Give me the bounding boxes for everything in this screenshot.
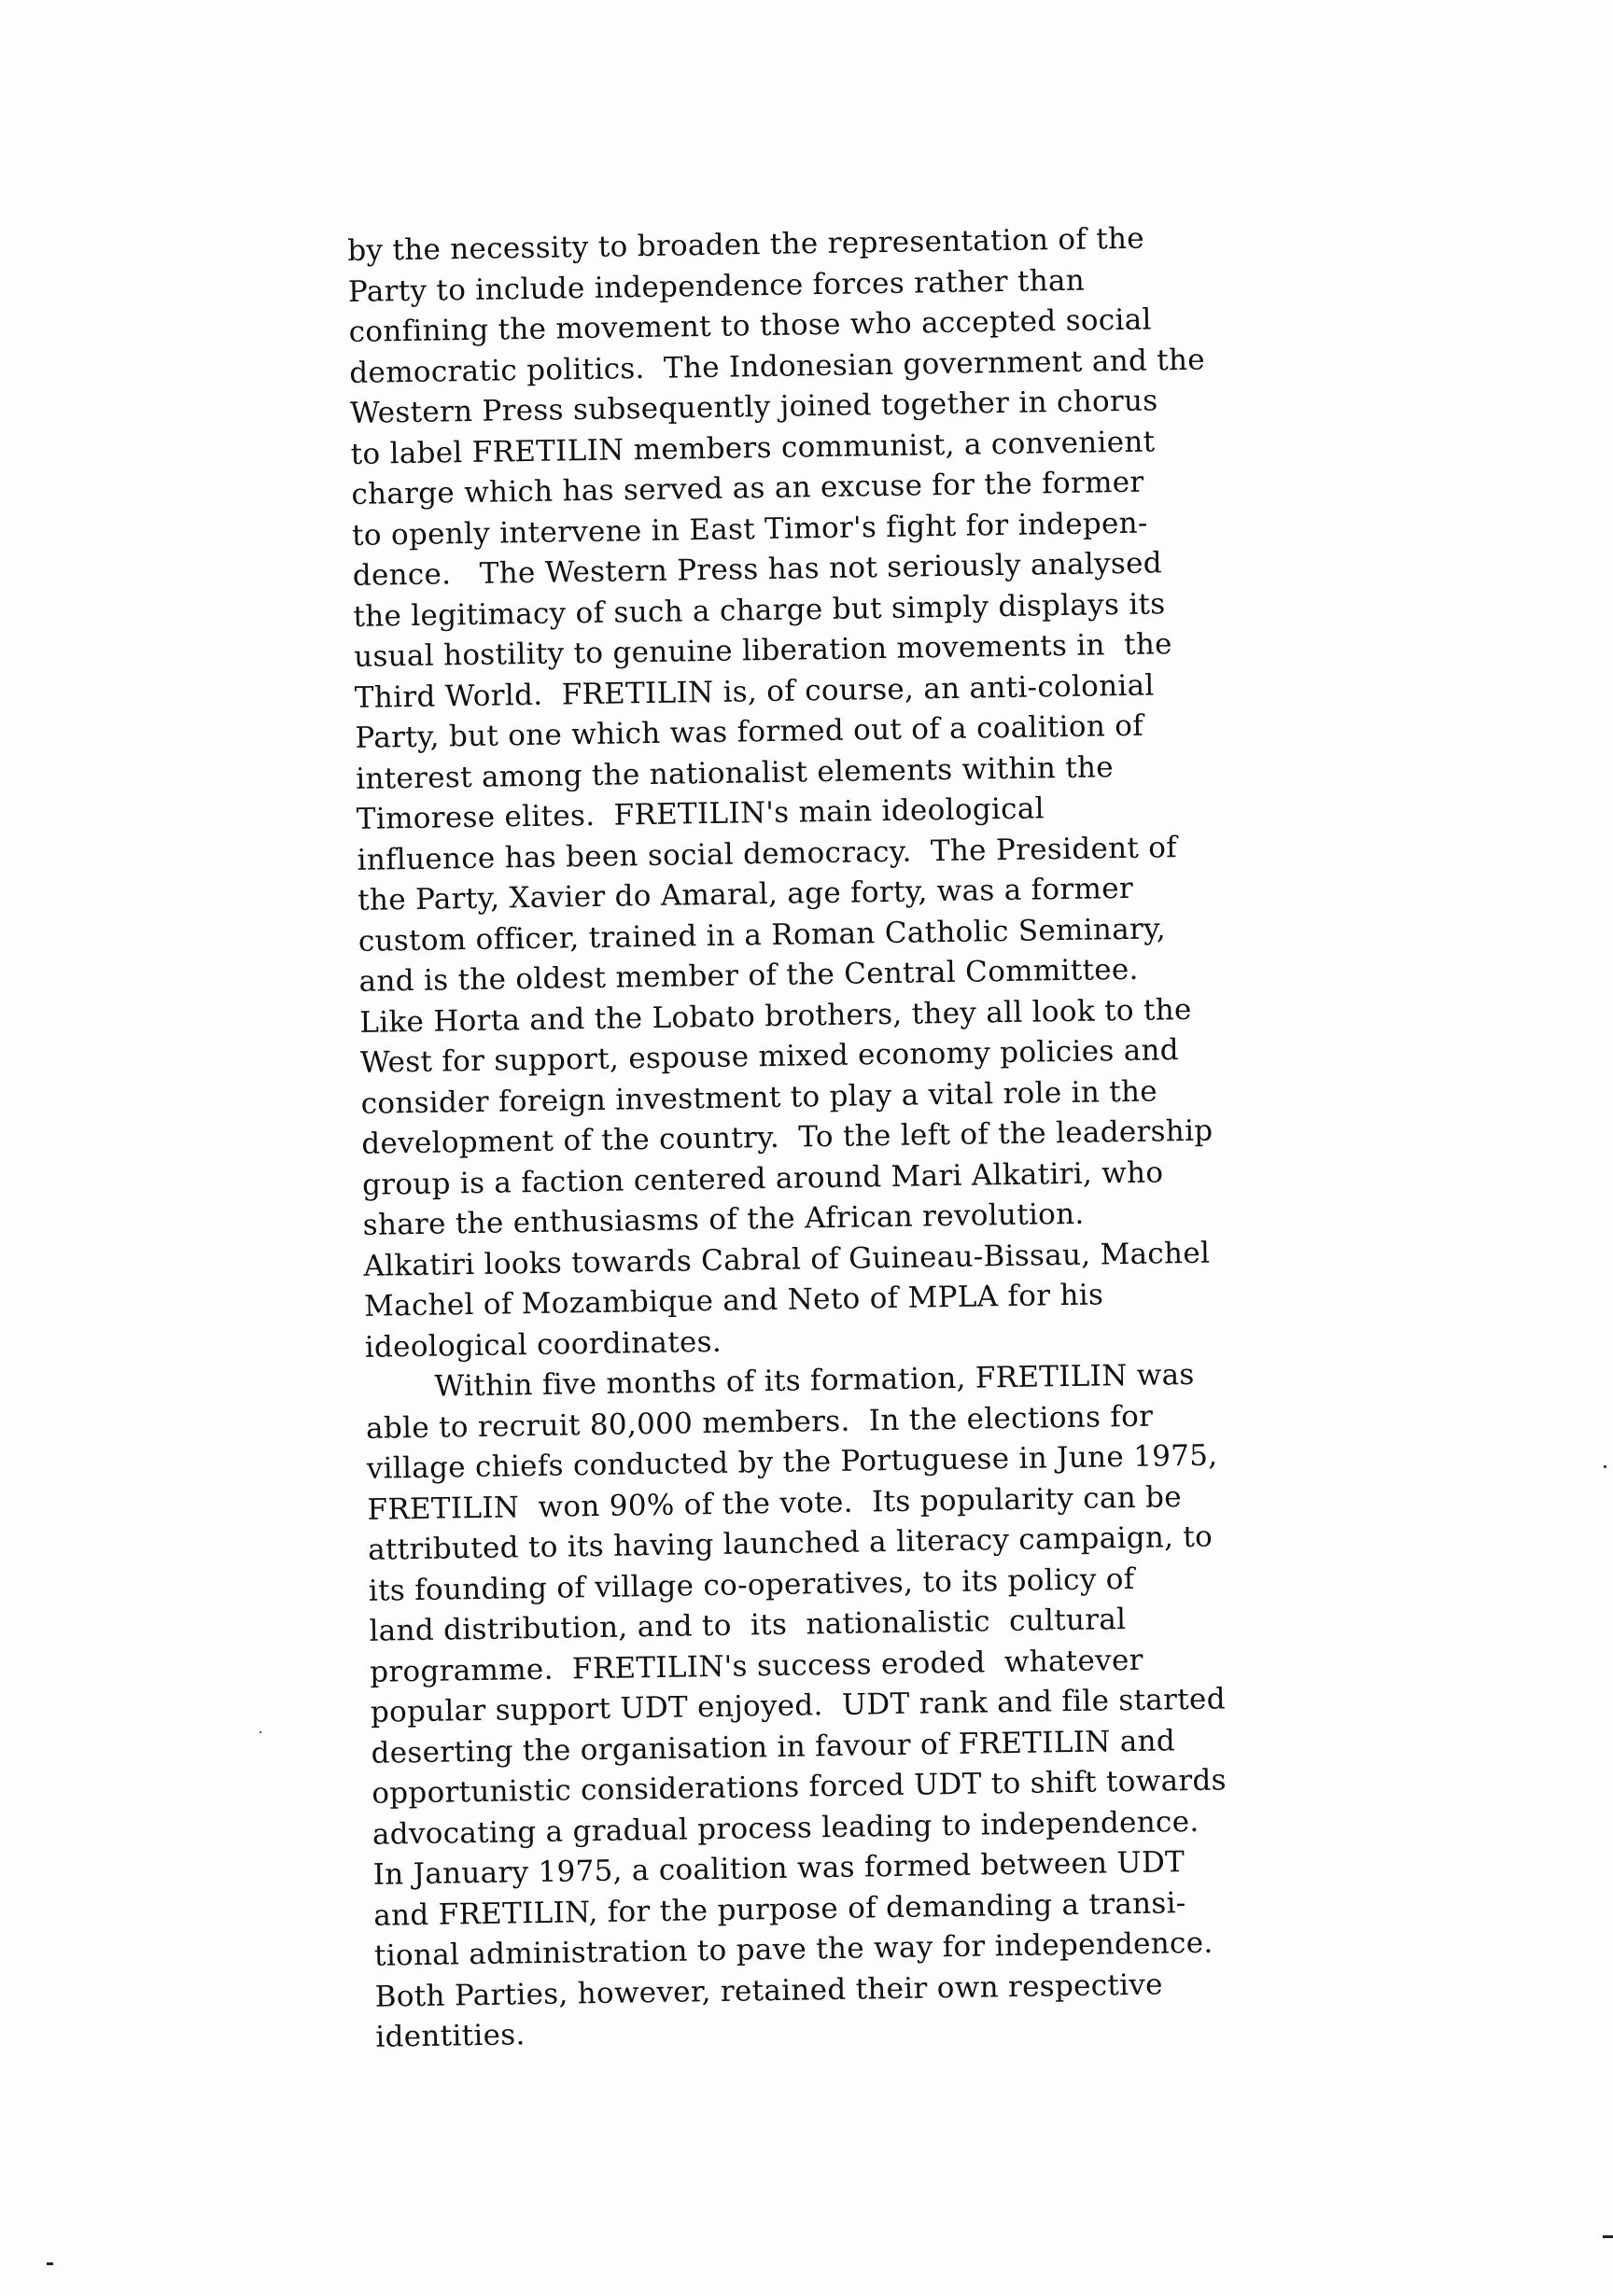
- text-line: Party to include independence forces rather than: [347, 263, 1086, 309]
- text-line: democratic politics. The Indonesian government and the: [349, 343, 1206, 390]
- text-line: Timorese elites. FRETILIN's main ideological: [356, 791, 1045, 836]
- text-line: custom officer, trained in a Roman Catholic Seminary,: [358, 911, 1167, 959]
- text-line: development of the country. To the left of the leadership: [361, 1113, 1213, 1161]
- text-line: Machel of Mozambique and Neto of MPLA for his: [363, 1278, 1104, 1323]
- text-line: group is a faction centered around Mari Alkatiri, who: [361, 1155, 1164, 1202]
- text-line: attributed to its having launched a literacy campaign, to: [367, 1519, 1213, 1567]
- text-line: programme. FRETILIN's success eroded whatever: [369, 1643, 1143, 1689]
- text-line: ideological coordinates.: [364, 1324, 722, 1365]
- text-line: Like Horta and the Lobato brothers, they all look to the: [359, 992, 1192, 1040]
- body-text: [347, 217, 1310, 2058]
- paragraph-2: [365, 1353, 1309, 2058]
- text-line: influence has been social democracy. The President of: [357, 830, 1178, 877]
- text-line: usual hostility to genuine liberation movements in the: [353, 627, 1173, 674]
- scan-edge-mark: [47, 2262, 53, 2265]
- text-line: its founding of village co-operatives, to its policy of: [368, 1561, 1135, 1608]
- text-line: and is the oldest member of the Central Committee.: [358, 952, 1139, 999]
- text-line: confining the movement to those who accepted social: [348, 302, 1152, 349]
- text-line: opportunistic considerations forced UDT to shift towards: [372, 1763, 1227, 1811]
- text-line: Party, but one which was formed out of a coalition of: [355, 708, 1144, 755]
- paragraph-1: [347, 217, 1298, 1368]
- text-line: Third World. FRETILIN is, of course, an anti-colonial: [354, 667, 1155, 715]
- text-line: dence. The Western Press has not seriously analysed: [352, 546, 1163, 593]
- text-line: advocating a gradual process leading to independence.: [372, 1804, 1199, 1852]
- text-line: able to recruit 80,000 members. In the elections for: [365, 1399, 1154, 1446]
- text-line: popular support UDT enjoyed. UDT rank and file started: [370, 1682, 1227, 1729]
- scan-edge-mark: [1603, 2235, 1613, 2238]
- text-line: interest among the nationalist elements within the: [355, 749, 1115, 796]
- text-line: In January 1975, a coalition was formed between UDT: [372, 1845, 1185, 1892]
- text-line: the Party, Xavier do Amaral, age forty, was a former: [357, 871, 1134, 917]
- scan-speck: [1604, 1465, 1606, 1468]
- text-line: the legitimacy of such a charge but simply displays its: [353, 586, 1166, 634]
- text-line: charge which has served as an excuse for the former: [351, 465, 1144, 511]
- text-line: village chiefs conducted by the Portuguese in June 1975,: [366, 1438, 1218, 1486]
- text-line: identities.: [375, 2018, 526, 2054]
- text-line: Alkatiri looks towards Cabral of Guineau-Bissau, Machel: [363, 1236, 1211, 1283]
- text-line: land distribution, and to its nationalistic cultural: [369, 1603, 1127, 1648]
- text-line: and FRETILIN, for the purpose of demanding a transi-: [373, 1885, 1186, 1933]
- text-line: Within five months of its formation, FRETILIN was: [434, 1357, 1195, 1404]
- text-line: deserting the organisation in favour of FRETILIN and: [371, 1723, 1176, 1771]
- text-line: tional administration to pave the way for independence.: [373, 1925, 1213, 1973]
- text-line: to openly intervene in East Timor's fight for indepen-: [351, 506, 1148, 553]
- text-line: by the necessity to broaden the representation of the: [347, 221, 1145, 268]
- scan-speck: [259, 1731, 261, 1733]
- text-line: FRETILIN won 90% of the vote. Its popularity can be: [367, 1479, 1183, 1527]
- text-line: Western Press subsequently joined together in chorus: [349, 384, 1158, 430]
- text-line: to label FRETILIN members communist, a convenient: [350, 424, 1156, 471]
- text-line: West for support, espouse mixed economy policies and: [359, 1033, 1180, 1080]
- text-line: Both Parties, however, retained their own respective: [374, 1967, 1164, 2014]
- text-line: share the enthusiasms of the African revolution.: [362, 1197, 1085, 1242]
- text-line: consider foreign investment to play a vital role in the: [360, 1073, 1158, 1121]
